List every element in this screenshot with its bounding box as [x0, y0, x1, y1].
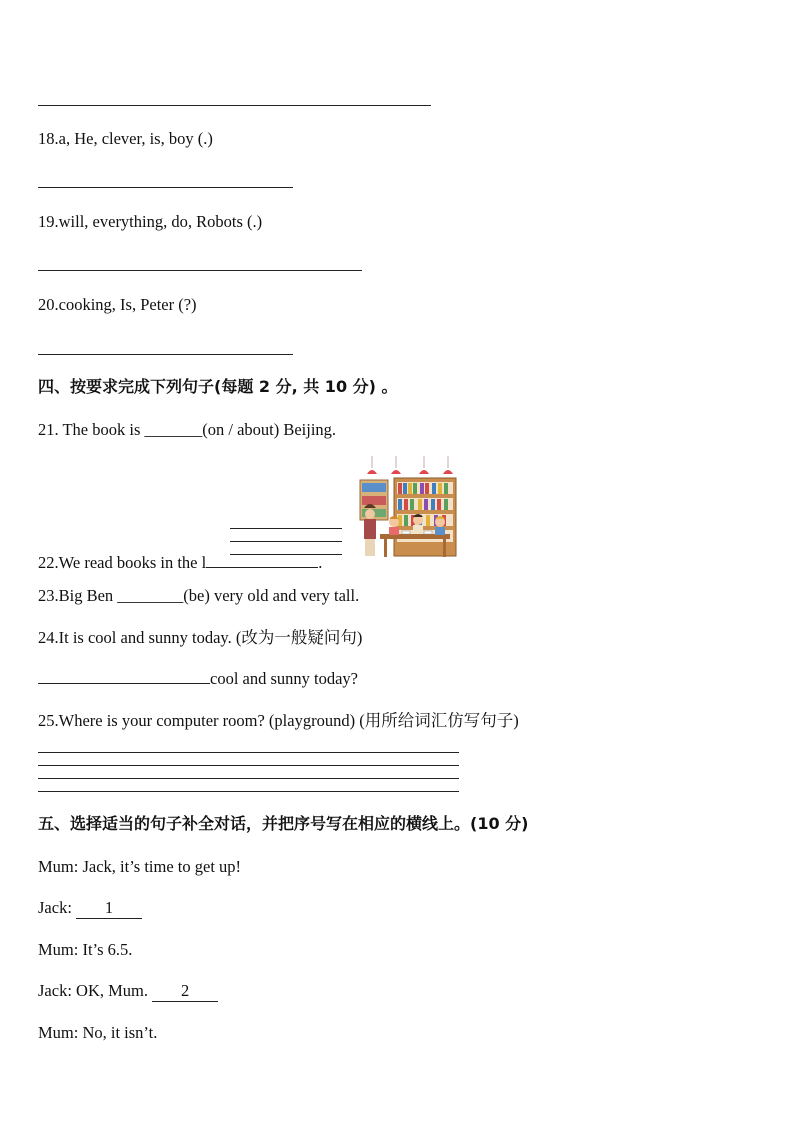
- answer-line-25c: [38, 778, 459, 779]
- answer-line-22b: [230, 541, 342, 542]
- section-4-heading: 四、按要求完成下列句子(每题 2 分, 共 10 分) 。: [38, 377, 398, 396]
- answer-line-25a: [38, 752, 459, 753]
- dialogue-line-2: [38, 898, 142, 919]
- answer-line-25b: [38, 765, 459, 766]
- dialogue-line-1: Mum: Jack, it’s time to get up!: [38, 857, 242, 876]
- library-illustration: [358, 456, 458, 560]
- question-22-text: 22.We read books in the l: [38, 553, 207, 572]
- question-24-blank[interactable]: [38, 669, 210, 684]
- answer-line-19: [38, 270, 362, 271]
- answer-line-18: [38, 187, 293, 188]
- dialogue-line-4: [38, 981, 218, 1002]
- question-22: [38, 553, 322, 573]
- blank-number-1: 1: [104, 898, 114, 917]
- question-24-answer: [38, 669, 358, 689]
- dialogue-blank-2[interactable]: [152, 981, 218, 1002]
- question-22-period: .: [318, 553, 323, 572]
- answer-line-25d: [38, 791, 459, 792]
- dialogue-line-5: Mum: No, it isn’t.: [38, 1023, 158, 1042]
- answer-line-17: [38, 105, 431, 106]
- dialogue-speaker-jack: Jack:: [38, 898, 77, 917]
- answer-line-20: [38, 354, 293, 355]
- dialogue-speaker-jack-2: Jack: OK, Mum.: [38, 981, 153, 1000]
- blank-number-2: 2: [181, 981, 190, 1000]
- section-5-heading: 五、选择适当的句子补全对话，并把序号写在相应的横线上。(10 分): [38, 814, 529, 833]
- question-23: 23.Big Ben ________(be) very old and very tall.: [38, 586, 360, 605]
- question-25: 25.Where is your computer room? (playground) (用所给词汇仿写句子): [38, 711, 519, 730]
- question-22-blank[interactable]: [206, 553, 318, 568]
- question-24: 24.It is cool and sunny today. (改为一般疑问句): [38, 628, 363, 647]
- question-20: 20.cooking, Is, Peter (?): [38, 295, 197, 314]
- answer-line-22a: [230, 528, 342, 529]
- dialogue-blank-1[interactable]: [76, 898, 142, 919]
- question-19: 19.will, everything, do, Robots (.): [38, 212, 263, 231]
- question-21: 21. The book is _______(on / about) Beijing.: [38, 420, 337, 439]
- dialogue-line-3: Mum: It’s 6.5.: [38, 940, 133, 959]
- question-18: 18.a, He, clever, is, boy (.): [38, 129, 213, 148]
- question-24-answer-suffix: cool and sunny today?: [210, 669, 359, 688]
